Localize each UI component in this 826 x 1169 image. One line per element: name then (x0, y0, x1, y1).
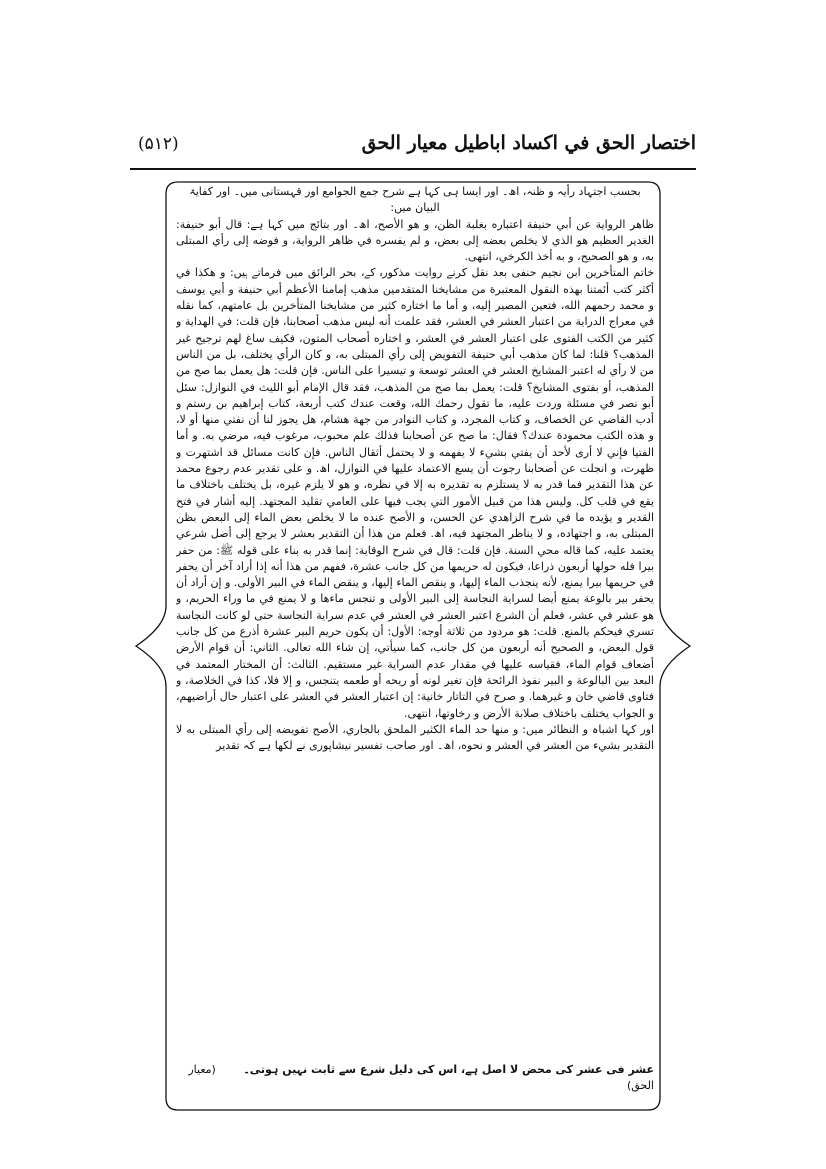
closing-text: عشر فی عشر کی محض لا اصل ہے، اس کی دلیل شرع سے ثابت نہیں ہوتی۔ (243, 1063, 654, 1076)
header-rule (130, 168, 696, 170)
page-number: (۵۱۲) (138, 134, 179, 154)
closing-line (176, 1062, 654, 1094)
running-title: اختصار الحق في اكساد اباطيل معيار الحق (361, 132, 696, 154)
paragraph-ashbah: اور کہا اشباہ و النظائر میں: و منها حد الماء الكثير الملحق بالجاري، الأصح تفويضه إلى رأي المبتلى به لا التقدير بشيء من العشر في العشر و نحوه، اھ۔ اور صاحب تفسیر نیشاپوری نے لکھا ہے کہ تقدیر (176, 722, 654, 753)
paragraph-kifaya-quote: ظاهر الرواية عن أبي حنيفة اعتباره بغلبة الظن، و هو الأصح، اھ۔ اور بتائج میں کہا ہے: قال أبو حنيفة: الغدير العظيم هو الذي لا يخلص بعضه إلى بعض، و لم يفسره في ظاهر الرواية، و فوضه إلى رأي المبتلى به، و هو الصحيح، و به أخذ الكرخي، انتهى. (176, 217, 654, 264)
page-header (130, 128, 696, 168)
closing-source: (معیار الحق) (188, 1063, 654, 1092)
paragraph-bahr-al-raiq: خاتم المتأخرين ابن نجیم حنفی بعد نقل کرنے روایت مذکورہ کے، بحر الرائق میں فرماتے ہیں: و هكذا في أكثر كتب أئمتنا بهذه النقول المعتبرة من مشايخنا المتقدمين مذهب إمامنا الأعظم أبي حنيفة و أبي يوسف و محمد رحمهم الله، فتعين المصير إليه، و أما ما اختاره كثير من مشايخنا المتأخرين بل عامتهم، كما نقله في معراج الدراية من اعتبار العشر في العشر، فقد علمت أنه ليس مذهب أصحابنا، فإن قلت: في الهداية و كثير من الكتب الفتوى على اعتبار العشر في العشر، و اختاره أصحاب المتون، فكيف ساغ لهم ترجيح غير المذهب؟ قلنا: لما كان مذهب أبي حنيفة التفويض إلى رأي المبتلى به، و كان الرأي يختلف، بل من الناس من لا رأي له اعتبر المشايخ العشر في العشر توسعة و تيسيرا على الناس. فإن قلت: هل يعمل بما صح من المذهب، أو بفتوى المشايخ؟ قلت: يعمل بما صح من المذهب، فقد قال الإمام أبو الليث في النوازل: سئل أبو نصر في مسئلة وردت عليه، ما تقول رحمك الله، وقعت عندك كتب أربعة، كتاب إبراهيم بن رستم و أدب القاضي عن الخصاف، و كتاب المجرد، و كتاب النوادر من جهة هشام، هل يجوز لنا أن نفتي منها أو لا، و هذه الكتب محمودة عندك؟ فقال: ما صح عن أصحابنا فذلك علم محبوب، مرغوب فيه، مرضي به. و أما الفتيا فإني لا أرى لأحد أن يفتي بشيء لا يفهمه و لا يحتمل أثقال الناس. فإن كانت مسائل قد اشتهرت و ظهرت، و انجلت عن أصحابنا رجوت أن يسع الاعتماد عليها في النوازل، اھ. و على تقدير عدم رجوع محمد عن هذا التقدير فما قدر به لا يستلزم به تقديره به إلا في نظره، و هو لا يلزم غيره، بل يختلف باختلاف ما يقع في قلب كل. وليس هذا من قبيل الأمور التي يجب فيها على العامي تقليد المجتهد. إليه أشار في فتح القدير و يؤيده ما في شرح الزاهدي عن الحسن، و الأصح عنده ما لا يخلص بعض الماء إلى البعض بظن المبتلى به، و اجتهاده، و لا يناظر المجتهد فيه، اھ. فعلم من هذا أن التقدير بعشر لا يرجع إلى أصل شرعي يعتمد عليه، كما قاله محي السنة. فإن قلت: قال في شرح الوقاية: إنما قدر به بناء على قوله ﷺ: من حفر بيرا فله حولها أربعون ذراعا، فيكون له حريمها من كل جانب عشرة، ففهم من هذا أنه إذا أراد آخر أن يحفر في حريمها بيرا يمنع، لأنه ينجذب الماء إليها، و ينقص الماء إليها، و ينقص الماء في البير الأولى. و إن أراد أن يحفر بير بالوعة يمنع أيضا لسراية النجاسة إلى البير الأولى و تنجس ماءها و لا يمنع في ما وراء الحريم، و هو عشر في عشر، فعلم أن الشرع اعتبر العشر في العشر في عدم سراية النجاسة حتى لو كانت النجاسة تسري فيحكم بالمنع. قلت: هو مردود من ثلاثة أوجه: الأول: أن يكون حريم البير عشرة أذرع من كل جانب قول البعض، و الصحيح أنه أربعون من كل جانب، كما سيأتي، إن شاء الله تعالى. الثاني: أن قوام الأرض أضعاف قوام الماء، فقياسه عليها في مقدار عدم السراية غير مستقيم. الثالث: أن المختار المعتمد في البعد بين البالوعة و البير نفوذ الرائحة فإن تغير لونه أو ريحه أو طعمه يتنجس، و إلا فلا، كذا في الخلاصة، و فتاوى قاضي خان و غيرهما. و صرح في التاتار خانية: إن اعتبار العشر في العشر على اعتبار حال أراضيهم، و الجواب يختلف باختلاف صلابة الأرض و رخاوتها، انتهى. (176, 266, 654, 720)
page-body (176, 184, 654, 1060)
paragraph-intro: بحسب اجتہاد رأیہ و ظنہ، اھ۔ اور ایسا ہی کہا ہے شرح جمع الجوامع اور قہستانی میں۔ اور کفایۃ البیان میں: (189, 185, 641, 215)
